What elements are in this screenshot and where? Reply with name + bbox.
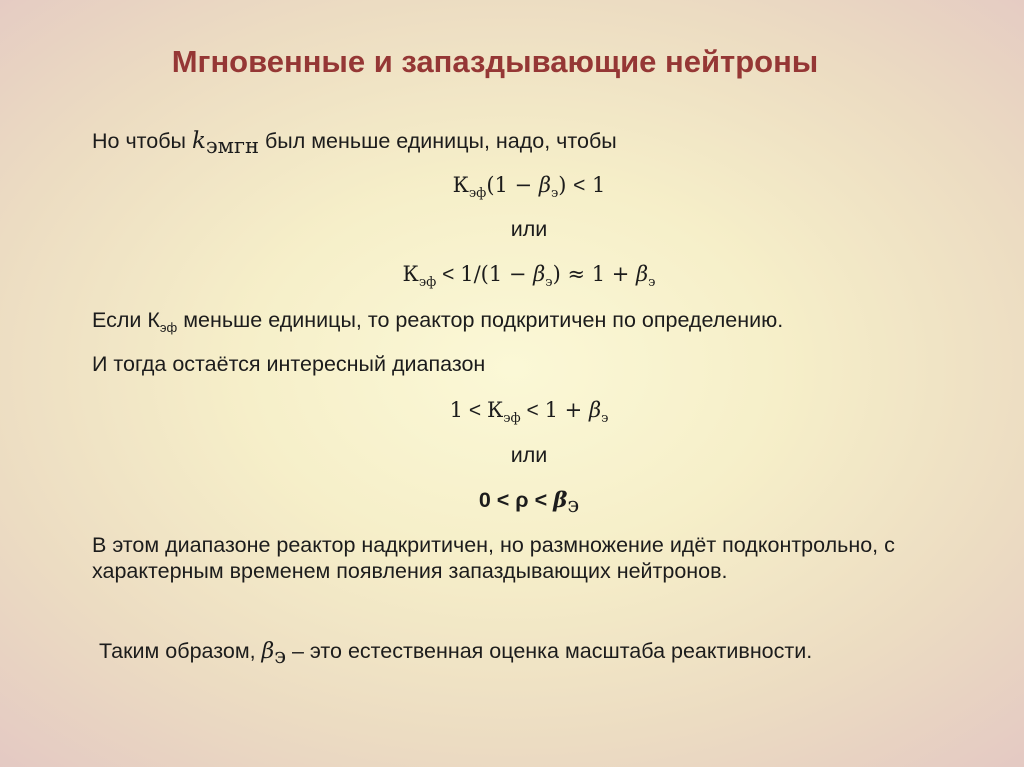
intro-line — [92, 128, 617, 158]
conclusion-line — [99, 638, 813, 668]
formula-4-beta-sub: э — [567, 493, 580, 517]
formula-3 — [0, 397, 1024, 424]
intro-text-post: был меньше единицы, надо, чтобы — [259, 129, 617, 153]
formula-4 — [0, 487, 1024, 517]
formula-2-close: ) ≈ 1 + — [552, 262, 637, 286]
if-line — [92, 307, 783, 333]
formula-4-text: 0 < ρ < — [478, 488, 554, 512]
if-subscript: эф — [159, 320, 178, 335]
formula-3-rest: 1 + — [544, 398, 589, 422]
formula-2-beta2: β — [636, 262, 649, 286]
formula-2-k: К — [402, 262, 419, 286]
formula-3-lt1: < — [463, 399, 487, 422]
slide-title: Мгновенные и запаздывающие нейтроны — [171, 44, 819, 79]
formula-1-k: К — [452, 173, 469, 197]
formula-2-k-sub: эф — [418, 275, 437, 290]
conclusion-beta: β — [261, 639, 275, 664]
if-text-pre: Если К — [92, 308, 160, 332]
formula-2-beta-sub: э — [545, 275, 553, 290]
intro-text-pre: Но чтобы — [92, 129, 192, 153]
formula-3-k: К — [486, 398, 504, 422]
formula-1-beta-sub: э — [550, 186, 559, 201]
formula-3-beta: β — [588, 398, 602, 422]
formula-3-beta-sub: э — [601, 411, 609, 426]
formula-2-beta: β — [533, 262, 546, 286]
conclusion-text-post: – это естественная оценка масштаба реактивности. — [286, 639, 813, 663]
range-intro: И тогда остаётся интересный диапазон — [92, 352, 486, 376]
formula-2-mid: 1/(1 − — [460, 262, 534, 286]
paragraph-supercritical: В этом диапазоне реактор надкритичен, но размножение идёт подконтрольно, с характерным временем появления запаздывающих нейтронов. — [92, 533, 895, 583]
if-text-post: меньше единицы, то реактор подкритичен по определению. — [177, 308, 784, 332]
conclusion-text-pre: Таким образом, — [99, 639, 262, 663]
formula-1-close: ) — [558, 173, 574, 197]
formula-2-beta2-sub: э — [648, 275, 656, 290]
formula-1-one: 1 — [585, 173, 606, 197]
conclusion-beta-sub: э — [274, 644, 287, 668]
formula-2-lt: < — [436, 263, 461, 286]
formula-2 — [0, 261, 1024, 288]
formula-1 — [0, 172, 1024, 199]
formula-3-one: 1 — [449, 398, 464, 422]
intro-k-subscript: эмгн — [205, 134, 260, 158]
formula-3-lt2: < — [520, 399, 545, 422]
formula-3-k-sub: эф — [503, 411, 521, 426]
intro-k-symbol: k — [191, 128, 206, 154]
formula-1-k-sub: эф — [468, 186, 487, 201]
formula-4-beta: β — [553, 488, 568, 513]
formula-1-open: (1 − — [486, 173, 539, 197]
or-1: или — [510, 217, 548, 241]
formula-1-lt: < — [573, 174, 586, 197]
formula-1-beta: β — [538, 173, 551, 197]
or-2: или — [510, 443, 548, 467]
